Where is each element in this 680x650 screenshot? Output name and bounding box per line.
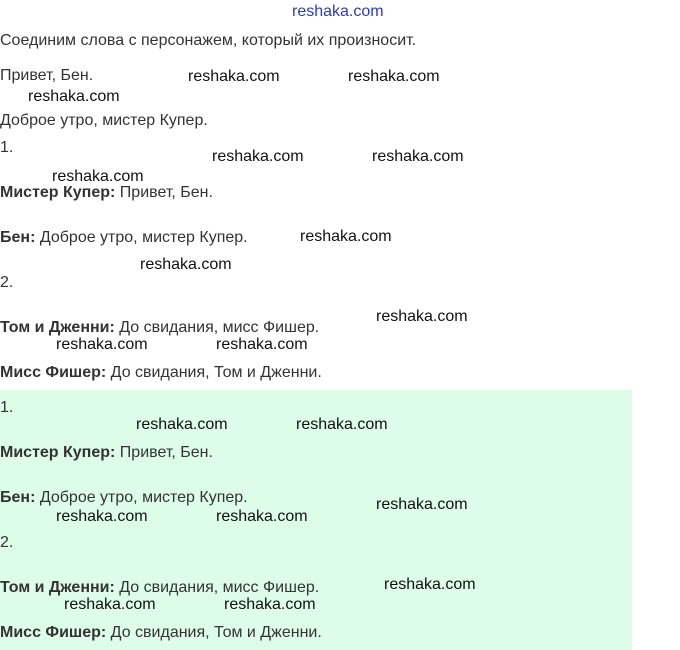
watermark: reshaka.com [300,228,392,245]
speaker-label: Мисс Фишер: [0,364,107,381]
watermark: reshaka.com [136,416,228,433]
line-text: Доброе утро, мистер Купер. [35,489,248,506]
line-text: Привет, Бен. [115,444,213,461]
watermark: reshaka.com [384,576,476,593]
watermark: reshaka.com [216,336,308,353]
watermark: reshaka.com [56,508,148,525]
intro-text: Соединим слова с персонажем, который их произносит. [0,32,417,49]
speaker-label: Том и Дженни: [0,319,115,336]
watermark: reshaka.com [376,308,468,325]
speaker-label: Мистер Купер: [0,184,116,201]
line-text: До свидания, Том и Дженни. [106,364,322,381]
watermark: reshaka.com [376,496,468,513]
dialogue-line [0,443,213,463]
speaker-label: Бен: [0,489,36,506]
highlight-number-2: 2. [0,534,14,551]
watermark: reshaka.com [212,148,304,165]
watermark: reshaka.com [224,596,316,613]
line-text: До свидания, Том и Дженни. [106,624,322,641]
watermark: reshaka.com [348,68,440,85]
watermark: reshaka.com [28,88,120,105]
answer-number-1: 1. [0,139,14,156]
line-text: До свидания, мисс Фишер. [114,579,320,596]
line-text: Доброе утро, мистер Купер. [35,229,248,246]
speaker-label: Бен: [0,229,36,246]
line-text: До свидания, мисс Фишер. [114,319,320,336]
phrase-2: Доброе утро, мистер Купер. [0,112,208,129]
speaker-label: Мистер Купер: [0,444,116,461]
watermark: reshaka.com [64,596,156,613]
dialogue-line [0,363,322,383]
dialogue-line [0,228,248,248]
watermark: reshaka.com [372,148,464,165]
watermark: reshaka.com [216,508,308,525]
highlight-number-1: 1. [0,399,14,416]
speaker-label: Мисс Фишер: [0,624,107,641]
watermark: reshaka.com [56,336,148,353]
watermark: reshaka.com [296,416,388,433]
watermark: reshaka.com [52,168,144,185]
line-text: Привет, Бен. [115,184,213,201]
dialogue-line [0,488,248,508]
dialogue-line [0,623,322,643]
phrase-1: Привет, Бен. [0,67,94,84]
header-watermark[interactable]: reshaka.com [292,3,384,20]
answer-number-2: 2. [0,274,14,291]
speaker-label: Том и Дженни: [0,579,115,596]
watermark: reshaka.com [140,256,232,273]
watermark: reshaka.com [188,68,280,85]
